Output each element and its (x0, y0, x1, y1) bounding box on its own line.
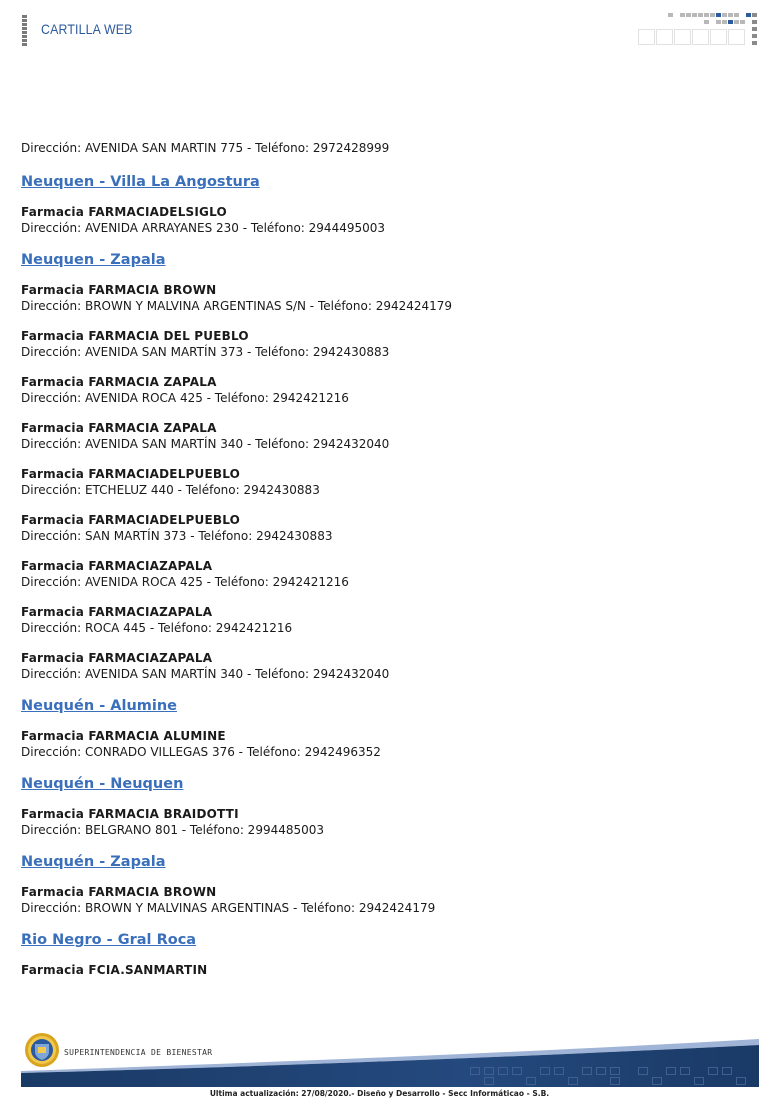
pharmacy-name: Farmacia FARMACIAZAPALA (21, 559, 213, 573)
pharmacy-entry (21, 558, 741, 591)
pharmacy-name: Farmacia FARMACIA ZAPALA (21, 421, 217, 435)
pharmacy-entry (21, 420, 741, 453)
region-section (21, 250, 741, 683)
region-section (21, 172, 741, 237)
region-heading[interactable]: Neuquén - Alumine (21, 698, 178, 714)
pharmacy-entry (21, 884, 741, 917)
region-section (21, 774, 741, 839)
pharmacy-name: Farmacia FARMACIA ALUMINE (21, 729, 226, 743)
pharmacy-name: Farmacia FARMACIA BROWN (21, 283, 217, 297)
header-title: CARTILLA WEB (41, 21, 133, 37)
pharmacy-address: Dirección: AVENIDA ROCA 425 - Teléfono: 2942421216 (21, 391, 349, 405)
header-bar-icon (22, 15, 27, 47)
region-section (21, 930, 741, 978)
pharmacy-address: Dirección: AVENIDA SAN MARTÍN 340 - Teléfono: 2942432040 (21, 437, 390, 451)
pharmacy-list (21, 140, 741, 978)
pharmacy-entry (21, 512, 741, 545)
pharmacy-address: Dirección: AVENIDA SAN MARTÍN 373 - Teléfono: 2942430883 (21, 345, 390, 359)
pharmacy-name: Farmacia FCIA.SANMARTIN (21, 963, 208, 977)
pharmacy-address: Dirección: BROWN Y MALVINA ARGENTINAS S/N - Teléfono: 2942424179 (21, 299, 453, 313)
pharmacy-name: Farmacia FARMACIA BRAIDOTTI (21, 807, 239, 821)
pharmacy-name: Farmacia FARMACIA ZAPALA (21, 375, 217, 389)
pharmacy-entry (21, 328, 741, 361)
pharmacy-address: Dirección: AVENIDA ROCA 425 - Teléfono: 2942421216 (21, 575, 349, 589)
region-heading[interactable]: Neuquen - Villa La Angostura (21, 174, 260, 190)
region-heading[interactable]: Neuquén - Neuquen (21, 776, 184, 792)
seal-emblem-icon (24, 1032, 60, 1068)
organization-name: SUPERINTENDENCIA DE BIENESTAR (64, 1048, 213, 1057)
pharmacy-entry (21, 204, 741, 237)
pharmacy-entry (21, 604, 741, 637)
region-heading[interactable]: Neuquén - Zapala (21, 854, 166, 870)
pharmacy-entry (21, 650, 741, 683)
pharmacy-entry (21, 374, 741, 407)
pharmacy-name: Farmacia FARMACIAZAPALA (21, 605, 213, 619)
pharmacy-name: Farmacia FARMACIADELPUEBLO (21, 467, 241, 481)
region-section (21, 852, 741, 917)
pharmacy-entry (21, 806, 741, 839)
pharmacy-entry (21, 282, 741, 315)
pharmacy-address: Dirección: AVENIDA ARRAYANES 230 - Teléfono: 2944495003 (21, 221, 386, 235)
pharmacy-name: Farmacia FARMACIAZAPALA (21, 651, 213, 665)
pharmacy-name: Farmacia FARMACIA BROWN (21, 885, 217, 899)
pharmacy-entry (21, 962, 741, 978)
pharmacy-name: Farmacia FARMACIADELPUEBLO (21, 513, 241, 527)
pharmacy-address: Dirección: BELGRANO 801 - Teléfono: 2994485003 (21, 823, 325, 837)
region-section (21, 696, 741, 761)
pharmacy-address: Dirección: ETCHELUZ 440 - Teléfono: 2942430883 (21, 483, 320, 497)
page-header (0, 0, 759, 60)
region-heading[interactable]: Rio Negro - Gral Roca (21, 932, 197, 948)
region-heading[interactable]: Neuquen - Zapala (21, 252, 166, 268)
pharmacy-address: Dirección: AVENIDA SAN MARTÍN 340 - Teléfono: 2942432040 (21, 667, 390, 681)
pharmacy-address: Dirección: ROCA 445 - Teléfono: 2942421216 (21, 621, 293, 635)
pharmacy-address: Dirección: BROWN Y MALVINAS ARGENTINAS - Teléfono: 2942424179 (21, 901, 436, 915)
pharmacy-entry (21, 728, 741, 761)
header-squares-icon (636, 12, 759, 46)
address-line: Dirección: AVENIDA SAN MARTIN 775 - Teléfono: 2972428999 (21, 141, 390, 155)
pharmacy-name: Farmacia FARMACIADELSIGLO (21, 205, 227, 219)
last-update-note: Ultima actualización: 27/08/2020.- Diseño y Desarrollo - Secc Informáticao - S.B. (209, 1089, 550, 1098)
pharmacy-name: Farmacia FARMACIA DEL PUEBLO (21, 329, 249, 343)
pharmacy-address: Dirección: CONRADO VILLEGAS 376 - Teléfono: 2942496352 (21, 745, 381, 759)
pharmacy-entry (21, 466, 741, 499)
page-footer (0, 1025, 759, 1101)
pharmacy-address: Dirección: SAN MARTÍN 373 - Teléfono: 2942430883 (21, 529, 333, 543)
